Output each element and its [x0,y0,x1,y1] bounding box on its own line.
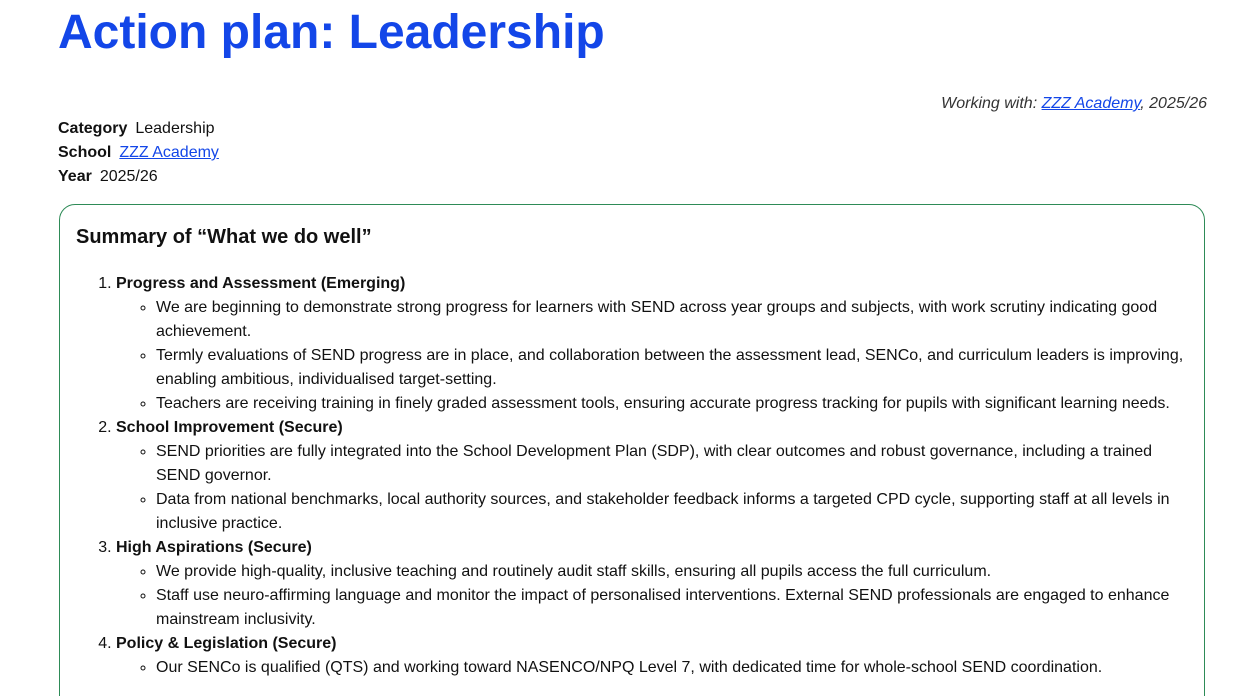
working-with-prefix: Working with: [941,95,1042,112]
summary-section [116,536,1188,632]
meta-value: 2025/26 [99,168,158,185]
summary-title: Summary of “What we do well” [76,226,372,248]
summary-section [116,416,1188,536]
summary-panel [59,204,1205,696]
meta-row-year [58,165,219,189]
summary-section [116,272,1188,416]
section-point: ◦ Teachers are receiving training in finely graded assessment tools, ensuring accurate progress tracking for pupils with significant learning needs. [156,392,1188,416]
school-link[interactable]: ZZZ Academy [119,144,219,161]
metadata-list [58,117,219,189]
section-point: ◦ SEND priorities are fully integrated into the School Development Plan (SDP), with clear outcomes and robust governance, including a trained SEND governor. [156,440,1188,488]
section-point: ◦ We are beginning to demonstrate strong progress for learners with SEND across year groups and subjects, with work scrutiny indicating good achievement. [156,296,1188,344]
meta-value: Leadership [135,120,215,137]
section-points [116,296,1188,416]
meta-row-category [58,117,219,141]
summary-section [116,632,1188,680]
meta-key: School [58,144,112,161]
page-title: Action plan: Leadership [58,6,605,59]
summary-sections-list [76,272,1188,680]
section-point: ◦ Our SENCo is qualified (QTS) and working toward NASENCO/NPQ Level 7, with dedicated time for whole-school SEND coordination. [156,656,1188,680]
section-points [116,440,1188,536]
working-with-note [941,93,1207,115]
section-heading: School Improvement (Secure) [116,419,343,436]
working-with-suffix: , 2025/26 [1140,95,1207,112]
section-point: ◦ Termly evaluations of SEND progress are in place, and collaboration between the assessment lead, SENCo, and curriculum leaders is improving, enabling ambitious, individualised target-setting. [156,344,1188,392]
section-heading: Policy & Legislation (Secure) [116,635,337,652]
section-heading: High Aspirations (Secure) [116,539,312,556]
meta-row-school [58,141,219,165]
section-point: ◦ Data from national benchmarks, local authority sources, and stakeholder feedback informs a targeted CPD cycle, supporting staff at all levels in inclusive practice. [156,488,1188,536]
section-point: ◦ Staff use neuro-affirming language and monitor the impact of personalised interventions. External SEND professionals are engaged to enhance mainstream inclusivity. [156,584,1188,632]
section-heading: Progress and Assessment (Emerging) [116,275,406,292]
section-points [116,656,1188,680]
meta-key: Category [58,120,128,137]
section-point: ◦ We provide high-quality, inclusive teaching and routinely audit staff skills, ensuring all pupils access the full curriculum. [156,560,1188,584]
meta-key: Year [58,168,92,185]
section-points [116,560,1188,632]
working-with-school-link[interactable]: ZZZ Academy [1041,95,1141,112]
